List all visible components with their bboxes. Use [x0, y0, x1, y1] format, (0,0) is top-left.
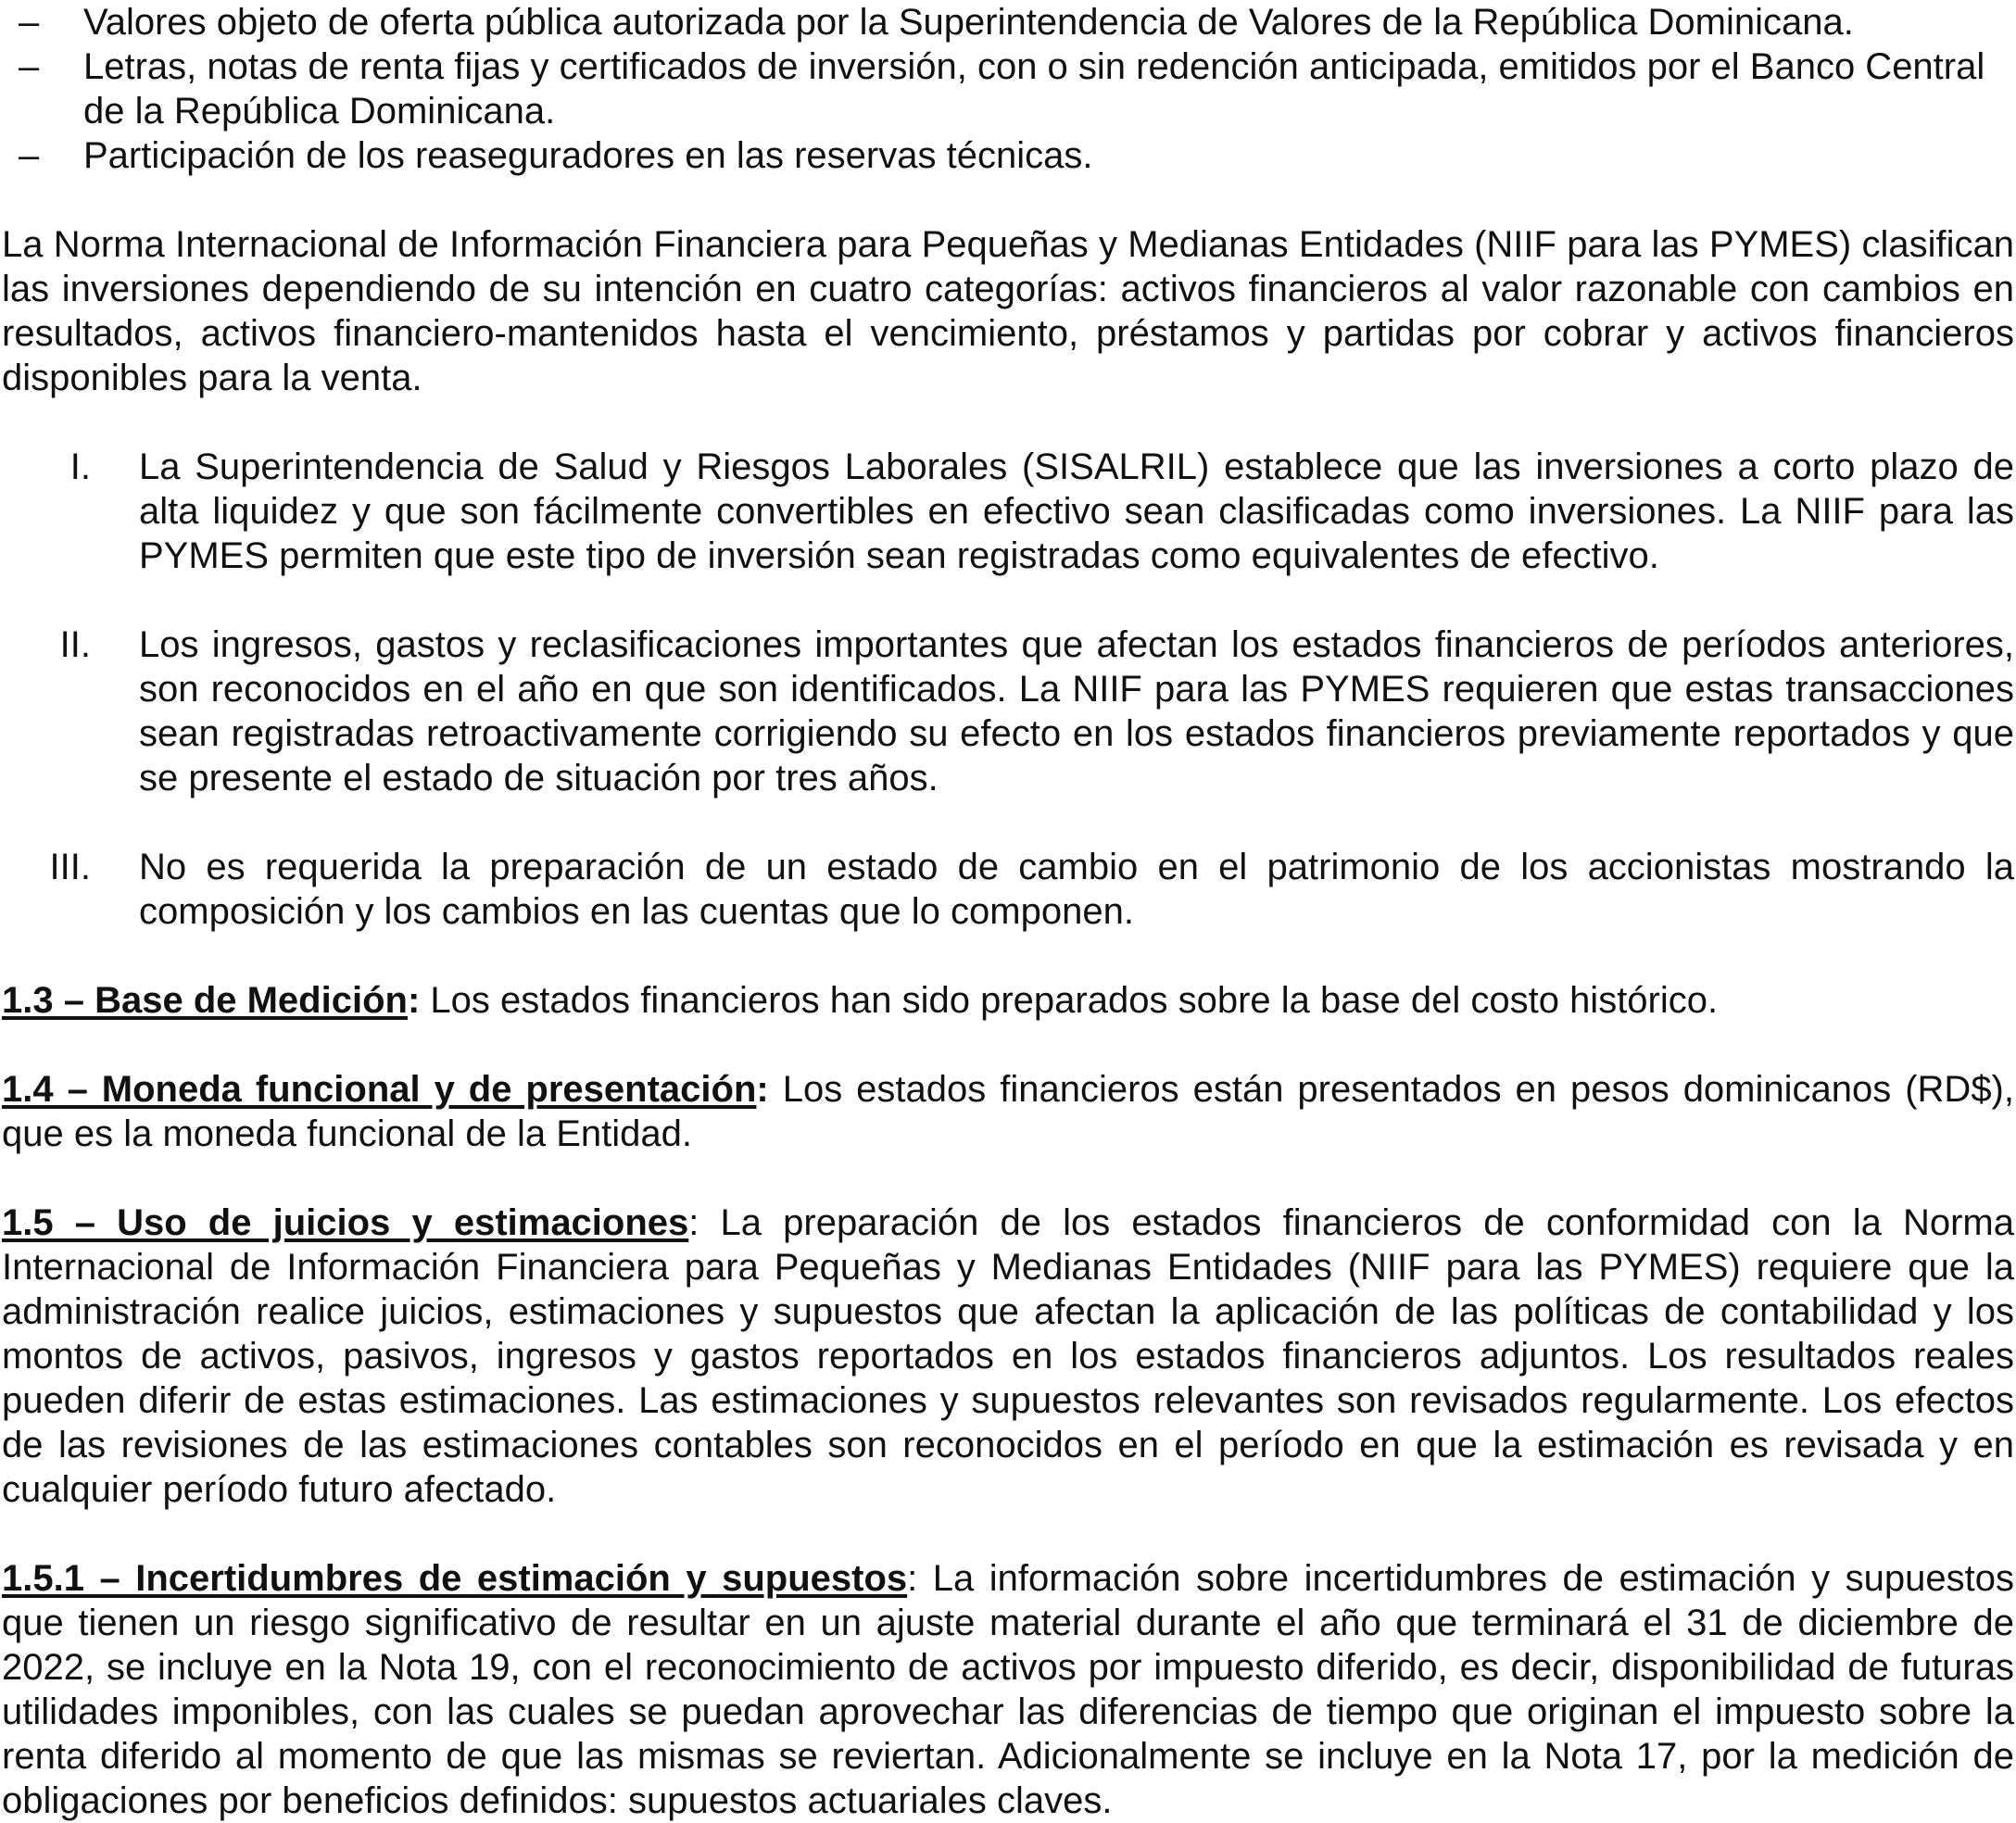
- bullet-text: Valores objeto de oferta pública autorizada por la Superintendencia de Valores de la República Dominicana.: [83, 2, 1854, 43]
- section-heading: 1.4 – Moneda funcional y de presentación: [2, 1069, 757, 1110]
- section-colon: :: [907, 1558, 918, 1599]
- section-heading: 1.3 – Base de Medición: [2, 980, 408, 1021]
- list-item: [2, 845, 2014, 934]
- section-1-3: [2, 978, 2014, 1023]
- section-1-5: [2, 1201, 2014, 1512]
- item-number: II.: [59, 624, 91, 665]
- item-text: Los ingresos, gastos y reclasificaciones importantes que afectan los estados financieros de períodos anteriores, son reconocidos en el año en que son identificados. La NIIF para las PYMES requieren que estas transacciones sean registradas retroactivamente corrigiendo su efecto en los estados financieros previamente reportados y que se presente el estado de situación por tres años.: [139, 624, 2014, 798]
- list-item: [2, 622, 2014, 800]
- bullet-text: Letras, notas de renta fijas y certificados de inversión, con o sin redención anticipada, emitidos por el Banco Central de la República Dominicana.: [83, 46, 1985, 132]
- section-1-5-1: [2, 1556, 2014, 1823]
- section-text: Los estados financieros han sido preparados sobre la base del costo histórico.: [420, 980, 1719, 1021]
- list-item: [2, 133, 2014, 178]
- section-colon: :: [407, 980, 421, 1021]
- section-text: La información sobre incertidumbres de estimación y supuestos que tienen un riesgo significativo de resultar en un ajuste material durante el año que terminará el 31 de diciembre de 2022, se incluye en la Nota 19, con el reconocimiento de activos por impuesto diferido, es decir, disponibilidad de futuras utilidades imponibles, con las cuales se puedan aprovechar las diferencias de tiempo que originan el impuesto sobre la renta diferido al momento de que las mismas se reviertan. Adicionalmente se incluye en la Nota 17, por la medición de obligaciones por beneficios definidos: supuestos actuariales claves.: [2, 1558, 2014, 1821]
- niif-paragraph: La Norma Internacional de Información Financiera para Pequeñas y Medianas Entidades (NIIF para las PYMES) clasifican las inversiones dependiendo de su intención en cuatro categorías: activos financieros al valor razonable con cambios en resultados, activos financiero-mantenidos hasta el vencimiento, préstamos y partidas por cobrar y activos financieros disponibles para la venta.: [2, 224, 2014, 398]
- item-text: La Superintendencia de Salud y Riesgos Laborales (SISALRIL) establece que las inversiones a corto plazo de alta liquidez y que son fácilmente convertibles en efectivo sean clasificadas como inversiones. La NIIF para las PYMES permiten que este tipo de inversión sean registradas como equivalentes de efectivo.: [139, 446, 2014, 576]
- section-1-4: [2, 1067, 2014, 1156]
- section-text: Los estados financieros están presentados en pesos dominicanos (RD$), que es la moneda funcional de la Entidad.: [2, 1069, 2014, 1154]
- section-heading: 1.5 – Uso de juicios y estimaciones: [2, 1202, 689, 1243]
- item-number: III.: [49, 847, 91, 887]
- bullet-dash: –: [19, 135, 40, 176]
- list-item: [2, 0, 2014, 44]
- section-colon: :: [688, 1202, 699, 1243]
- item-text: No es requerida la preparación de un estado de cambio en el patrimonio de los accionistas mostrando la composición y los cambios en las cuentas que lo componen.: [139, 847, 2014, 932]
- document-page: [2, 0, 2014, 1823]
- differences-list: [2, 445, 2014, 934]
- section-heading: 1.5.1 – Incertidumbres de estimación y supuestos: [2, 1558, 908, 1599]
- section-text: La preparación de los estados financieros de conformidad con la Norma Internacional de Información Financiera para Pequeñas y Medianas Entidades (NIIF para las PYMES) requiere que la administración realice juicios, estimaciones y supuestos que afectan la aplicación de las políticas de contabilidad y los montos de activos, pasivos, ingresos y gastos reportados en los estados financieros adjuntos. Los resultados reales pueden diferir de estas estimaciones. Las estimaciones y supuestos relevantes son revisados regularmente. Los efectos de las revisiones de las estimaciones contables son reconocidos en el período en que la estimación es revisada y en cualquier período futuro afectado.: [2, 1202, 2014, 1510]
- section-colon: :: [756, 1069, 769, 1110]
- bullet-text: Participación de los reaseguradores en las reservas técnicas.: [83, 135, 1093, 176]
- investment-type-list: [2, 0, 2014, 178]
- list-item: [2, 44, 2014, 133]
- list-item: [2, 445, 2014, 578]
- bullet-dash: –: [19, 2, 40, 43]
- item-number: I.: [69, 446, 91, 487]
- bullet-dash: –: [19, 46, 40, 87]
